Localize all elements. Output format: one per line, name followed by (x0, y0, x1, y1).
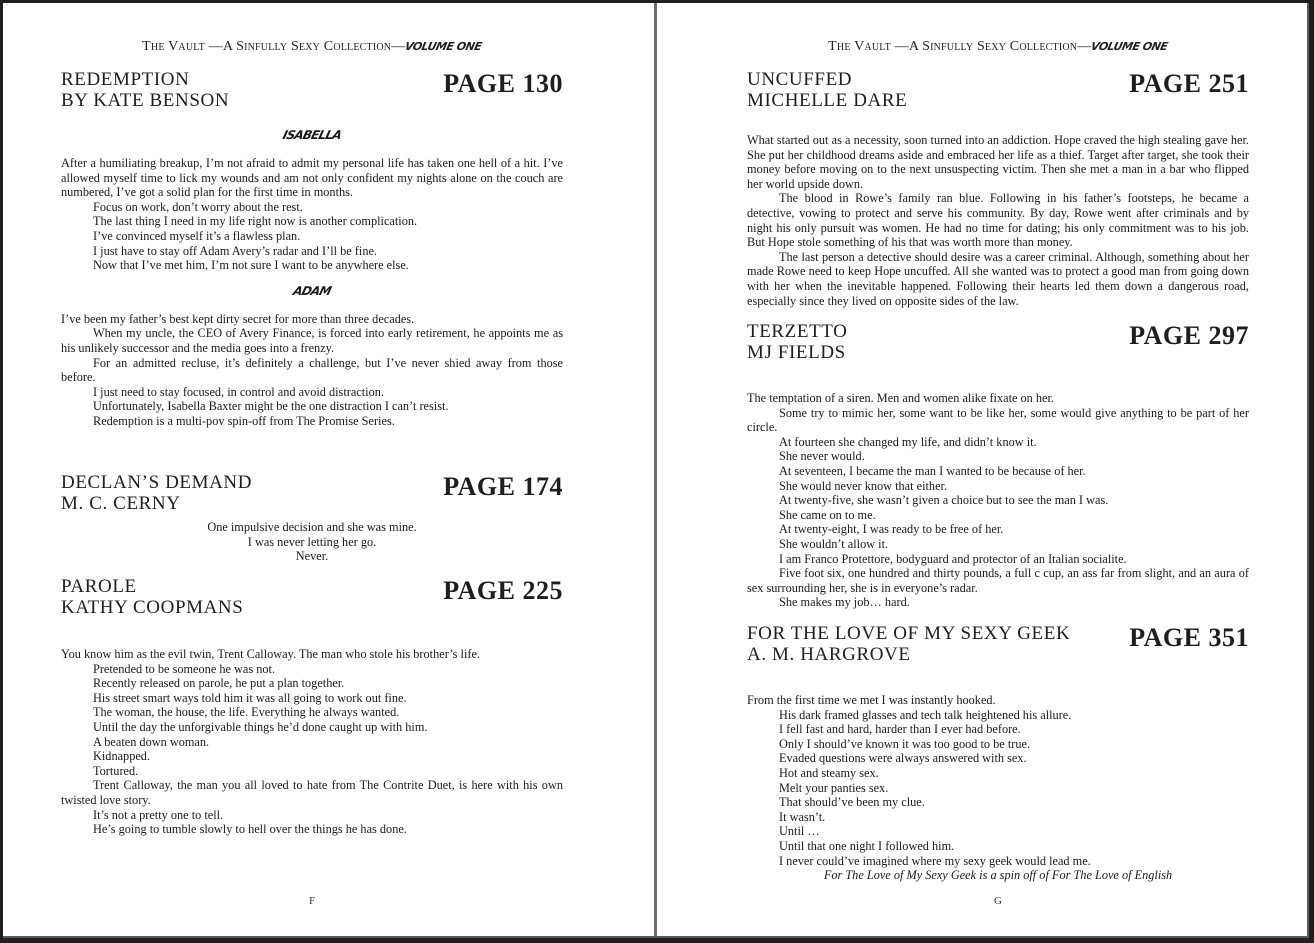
section-terzetto (747, 321, 1249, 610)
paragraph: Unfortunately, Isabella Baxter might be the one distraction I can’t resist. (93, 399, 449, 414)
paragraph: Only I should’ve known it was too good to be true. (779, 736, 1031, 751)
paragraph: The woman, the house, the life. Everything he always wanted. (93, 705, 400, 720)
section-blurb (61, 156, 563, 273)
right-page (747, 3, 1249, 936)
paragraph: You know him as the evil twin, Trent Calloway. The man who stole his brother’s life. (61, 647, 480, 661)
paragraph: Tortured. (93, 763, 139, 778)
section-blurb (61, 312, 563, 429)
paragraph: Redemption is a multi-pov spin-off from The Promise Series. (93, 413, 395, 428)
paragraph: I just have to stay off Adam Avery’s radar and I’ll be fine. (93, 243, 377, 258)
section-uncuffed (747, 69, 1249, 308)
paragraph: Evaded questions were always answered with sex. (779, 751, 1027, 766)
paragraph: Until the day the unforgivable things he’d done caught up with him. (93, 719, 428, 734)
paragraph: At twenty-eight, I was ready to be free of her. (779, 522, 1004, 537)
running-head (61, 39, 563, 55)
section-blurb (61, 647, 563, 837)
paragraph: I fell fast and hard, harder than I ever had before. (779, 722, 1021, 737)
section-page-number: PAGE 251 (1129, 69, 1249, 98)
running-head (747, 39, 1249, 55)
paragraph: I just need to stay focused, in control and avoid distraction. (93, 384, 384, 399)
paragraph: She wouldn’t allow it. (779, 536, 889, 551)
page-folio: G (994, 895, 1002, 907)
paragraph: A beaten down woman. (93, 734, 210, 749)
section-title: FOR THE LOVE OF MY SEXY GEEK (747, 623, 1071, 644)
paragraph: The temptation of a siren. Men and women alike fixate on her. (747, 391, 1054, 405)
section-heading (61, 69, 563, 113)
paragraph: She makes my job… hard. (779, 595, 910, 610)
paragraph: She never would. (779, 449, 865, 464)
section-page-number: PAGE 174 (443, 472, 563, 501)
section-page-number: PAGE 351 (1129, 623, 1249, 652)
paragraph: That should’ve been my clue. (779, 795, 925, 810)
section-author: A. M. HARGROVE (747, 644, 911, 665)
left-page (61, 3, 563, 936)
paragraph: Pretended to be someone he was not. (93, 661, 276, 676)
running-head-volume: VOLUME ONE (1090, 40, 1170, 53)
pov-heading-isabella: ISABELLA (281, 128, 343, 142)
paragraph: I’ve been my father’s best kept dirty secret for more than three decades. (61, 311, 415, 326)
paragraph: Some try to mimic her, some want to be like her, some would give anything to be part of her circle. (747, 405, 1249, 435)
paragraph: Trent Calloway, the man you all loved to hate from The Contrite Duet, is here with his own twisted love story. (61, 778, 563, 807)
section-blurb (747, 693, 1249, 868)
paragraph: I’ve convinced myself it’s a flawless plan. (93, 228, 301, 243)
paragraph: It’s not a pretty one to tell. (93, 807, 224, 822)
paragraph: From the first time we met I was instantly hooked. (747, 693, 996, 707)
paragraph: At seventeen, I became the man I wanted to be because of her. (779, 463, 1086, 478)
paragraph: Now that I’ve met him, I’m not sure I want to be anywhere else. (93, 258, 409, 273)
paragraph: She came on to me. (779, 507, 876, 522)
section-parole (61, 576, 563, 837)
section-heading (61, 576, 563, 620)
pov-heading-adam: ADAM (291, 283, 333, 298)
section-blurb (747, 391, 1249, 610)
section-title: DECLAN’S DEMAND (61, 472, 253, 493)
section-page-number: PAGE 225 (443, 576, 563, 605)
section-heading (747, 623, 1249, 667)
running-head-text: The Vault —A Sinfully Sexy Collection— (828, 39, 1092, 54)
section-page-number: PAGE 130 (443, 69, 563, 98)
paragraph: When my uncle, the CEO of Avery Finance, is forced into early retirement, he appoints me as his unlikely successor and the media goes into a frenzy. (61, 326, 563, 355)
running-head-text: The Vault —A Sinfully Sexy Collection— (142, 39, 406, 54)
paragraph: Melt your panties sex. (779, 780, 889, 795)
section-author: MICHELLE DARE (747, 90, 908, 111)
section-title: REDEMPTION (61, 69, 190, 90)
page-gutter-divider (654, 3, 657, 936)
section-title: TERZETTO (747, 321, 848, 342)
paragraph: Five foot six, one hundred and thirty pounds, a full c cup, an ass far from slight, and an aura of sex surrounding her, she is in everyone’s radar. (747, 566, 1249, 595)
paragraph: One impulsive decision and she was mine. (207, 520, 417, 534)
paragraph: He’s going to tumble slowly to hell over the things he has done. (93, 822, 407, 837)
paragraph: Hot and steamy sex. (779, 765, 879, 780)
paragraph: At twenty-five, she wasn’t given a choice but to see the man I was. (779, 493, 1109, 508)
spin-off-note: For The Love of My Sexy Geek is a spin off of For The Love of English (823, 868, 1173, 883)
section-heading (61, 472, 563, 516)
section-blurb (747, 133, 1249, 308)
book-spread (3, 3, 1309, 938)
paragraph: I was never letting her go. (247, 534, 377, 549)
paragraph: The last thing I need in my life right now is another complication. (93, 214, 418, 229)
section-author: BY KATE BENSON (61, 90, 230, 111)
section-author: MJ FIELDS (747, 342, 846, 363)
running-head-volume: VOLUME ONE (404, 40, 484, 53)
paragraph: I am Franco Protettore, bodyguard and protector of an Italian socialite. (779, 551, 1127, 566)
section-heading (747, 69, 1249, 113)
paragraph: Recently released on parole, he put a plan together. (93, 676, 345, 691)
paragraph: It wasn’t. (779, 809, 826, 824)
page-folio: F (308, 895, 316, 907)
section-for-the-love-of-my-sexy-geek (747, 623, 1249, 883)
paragraph: What started out as a necessity, soon turned into an addiction. Hope craved the high stealing gave her. She put her childhood dreams aside and embraced her life as a thief. Target after target, she took their money before moving on to the next unsuspecting victim. Then she met a man in a bar who flipped her world upside down. (747, 133, 1249, 191)
section-author: KATHY COOPMANS (61, 597, 244, 618)
paragraph: Never. (295, 549, 329, 564)
paragraph: Focus on work, don’t worry about the rest. (93, 199, 303, 214)
paragraph: For an admitted recluse, it’s definitely a challenge, but I’ve never shied away from those before. (61, 355, 563, 385)
paragraph: At fourteen she changed my life, and didn’t know it. (779, 434, 1037, 449)
section-title: PAROLE (61, 576, 137, 597)
section-heading (747, 321, 1249, 365)
paragraph: His street smart ways told him it was all going to work out fine. (93, 690, 407, 705)
section-blurb (61, 520, 563, 564)
paragraph: The last person a detective should desire was a career criminal. Although, something about her made Rowe need to keep Hope uncuffed. All she wanted was to protect a good man from going down with her when the inevitable happened. Following their hearts led them down a dangerous road, especially since they lived on opposite sides of the law. (747, 249, 1249, 308)
section-declans-demand (61, 472, 563, 564)
section-title: UNCUFFED (747, 69, 853, 90)
paragraph: Until that one night I followed him. (779, 838, 955, 853)
section-page-number: PAGE 297 (1129, 321, 1249, 350)
paragraph: Until … (779, 824, 820, 839)
paragraph: She would never know that either. (779, 478, 948, 493)
paragraph: Kidnapped. (93, 749, 151, 764)
section-redemption (61, 69, 563, 429)
paragraph: I never could’ve imagined where my sexy geek would lead me. (779, 853, 1091, 868)
paragraph: The blood in Rowe’s family ran blue. Following in his father’s footsteps, he became a detective, vowing to protect and serve his community. By day, Rowe went after criminals and by night his only pursuit was women. He had no time for dating; his only commitment was to his job. But Hope stole something of his that was worth more than money. (747, 191, 1249, 250)
paragraph: After a humiliating breakup, I’m not afraid to admit my personal life has taken one hell of a hit. I’ve allowed myself time to lick my wounds and am not only confident my nights alone on the couch are numbered, I’ve got a solid plan for the first time in months. (61, 156, 563, 200)
section-author: M. C. CERNY (61, 493, 181, 514)
paragraph: His dark framed glasses and tech talk heightened his allure. (779, 707, 1072, 722)
